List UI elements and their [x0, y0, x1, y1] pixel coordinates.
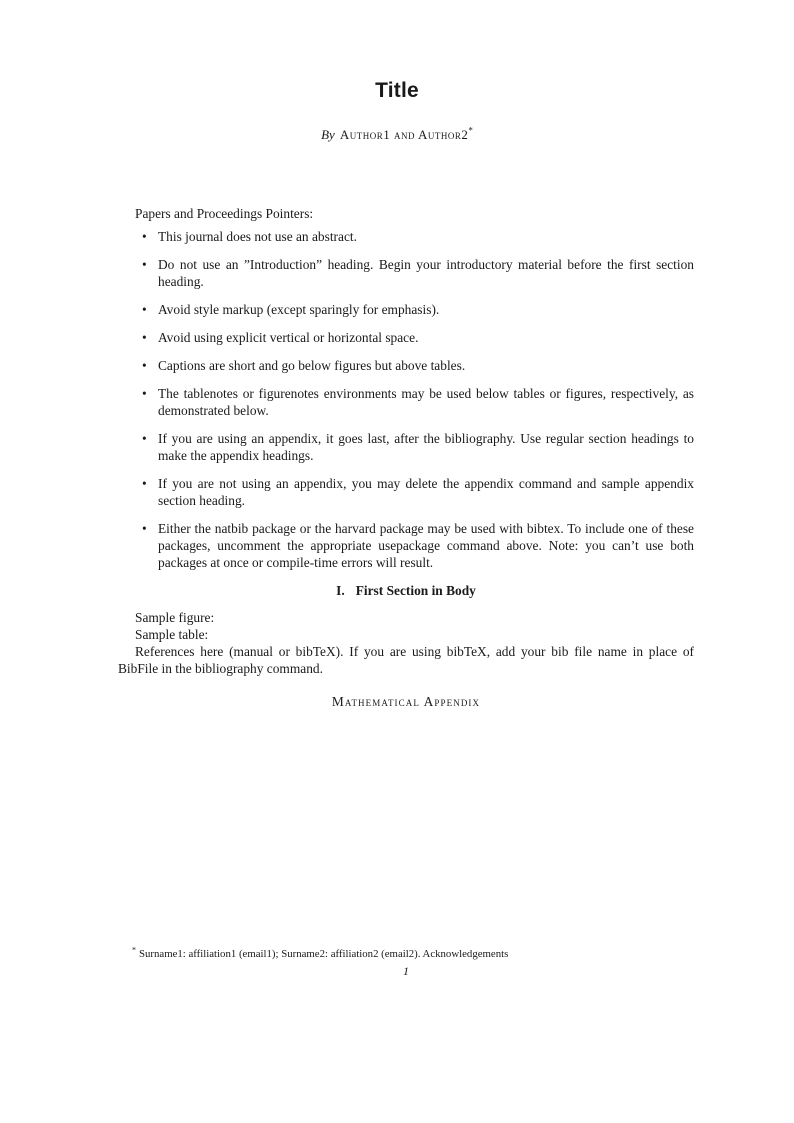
intro-paragraph: Papers and Proceedings Pointers:: [135, 206, 314, 221]
list-item: • This journal does not use an abstract.: [158, 228, 694, 245]
footnote-text: Surname1: affiliation1 (email1); Surname2: affiliation2 (email2). Acknowledgements: [139, 948, 509, 960]
bullet-list: [118, 228, 694, 571]
page-title: Title: [375, 79, 419, 102]
section-title: First Section in Body: [355, 583, 476, 598]
list-item: • If you are using an appendix, it goes last, after the bibliography. Use regular section headings to make the appendix headings.: [158, 430, 694, 464]
list-item: • Captions are short and go below figures but above tables.: [158, 357, 694, 374]
footnote-mark: *: [132, 945, 136, 955]
author-footnote: [118, 947, 694, 961]
byline-footnote-mark: *: [468, 125, 473, 136]
sample-table-line: Sample table:: [135, 627, 209, 642]
list-item: • Avoid using explicit vertical or horizontal space.: [158, 329, 694, 346]
references-paragraph: References here (manual or bibTeX). If you are using bibTeX, add your bib file name in place of BibFile in the bibliography command.: [118, 644, 694, 676]
list-item: • The tablenotes or figurenotes environments may be used below tables or figures, respectively, as demonstrated below.: [158, 385, 694, 419]
list-item: • Do not use an ”Introduction” heading. Begin your introductory material before the first section heading.: [158, 256, 694, 290]
section-number: I.: [336, 583, 345, 598]
sample-figure-line: Sample figure:: [135, 610, 215, 625]
section-heading: [118, 582, 694, 599]
byline-by: By: [321, 127, 335, 142]
list-item: • Either the natbib package or the harvard package may be used with bibtex. To include one of these packages, uncomment the appropriate usepackage command above. Note: you can’t use both packages at once or compile-time errors will result.: [158, 520, 694, 571]
appendix-heading: Mathematical Appendix: [331, 694, 481, 709]
document-body: [118, 205, 694, 710]
page-number: 1: [403, 964, 409, 978]
list-item: • Avoid style markup (except sparingly for emphasis).: [158, 301, 694, 318]
list-item: • If you are not using an appendix, you may delete the appendix command and sample appendix section heading.: [158, 475, 694, 509]
byline: [0, 126, 794, 143]
byline-authors: Author1 and Author2: [339, 127, 469, 142]
